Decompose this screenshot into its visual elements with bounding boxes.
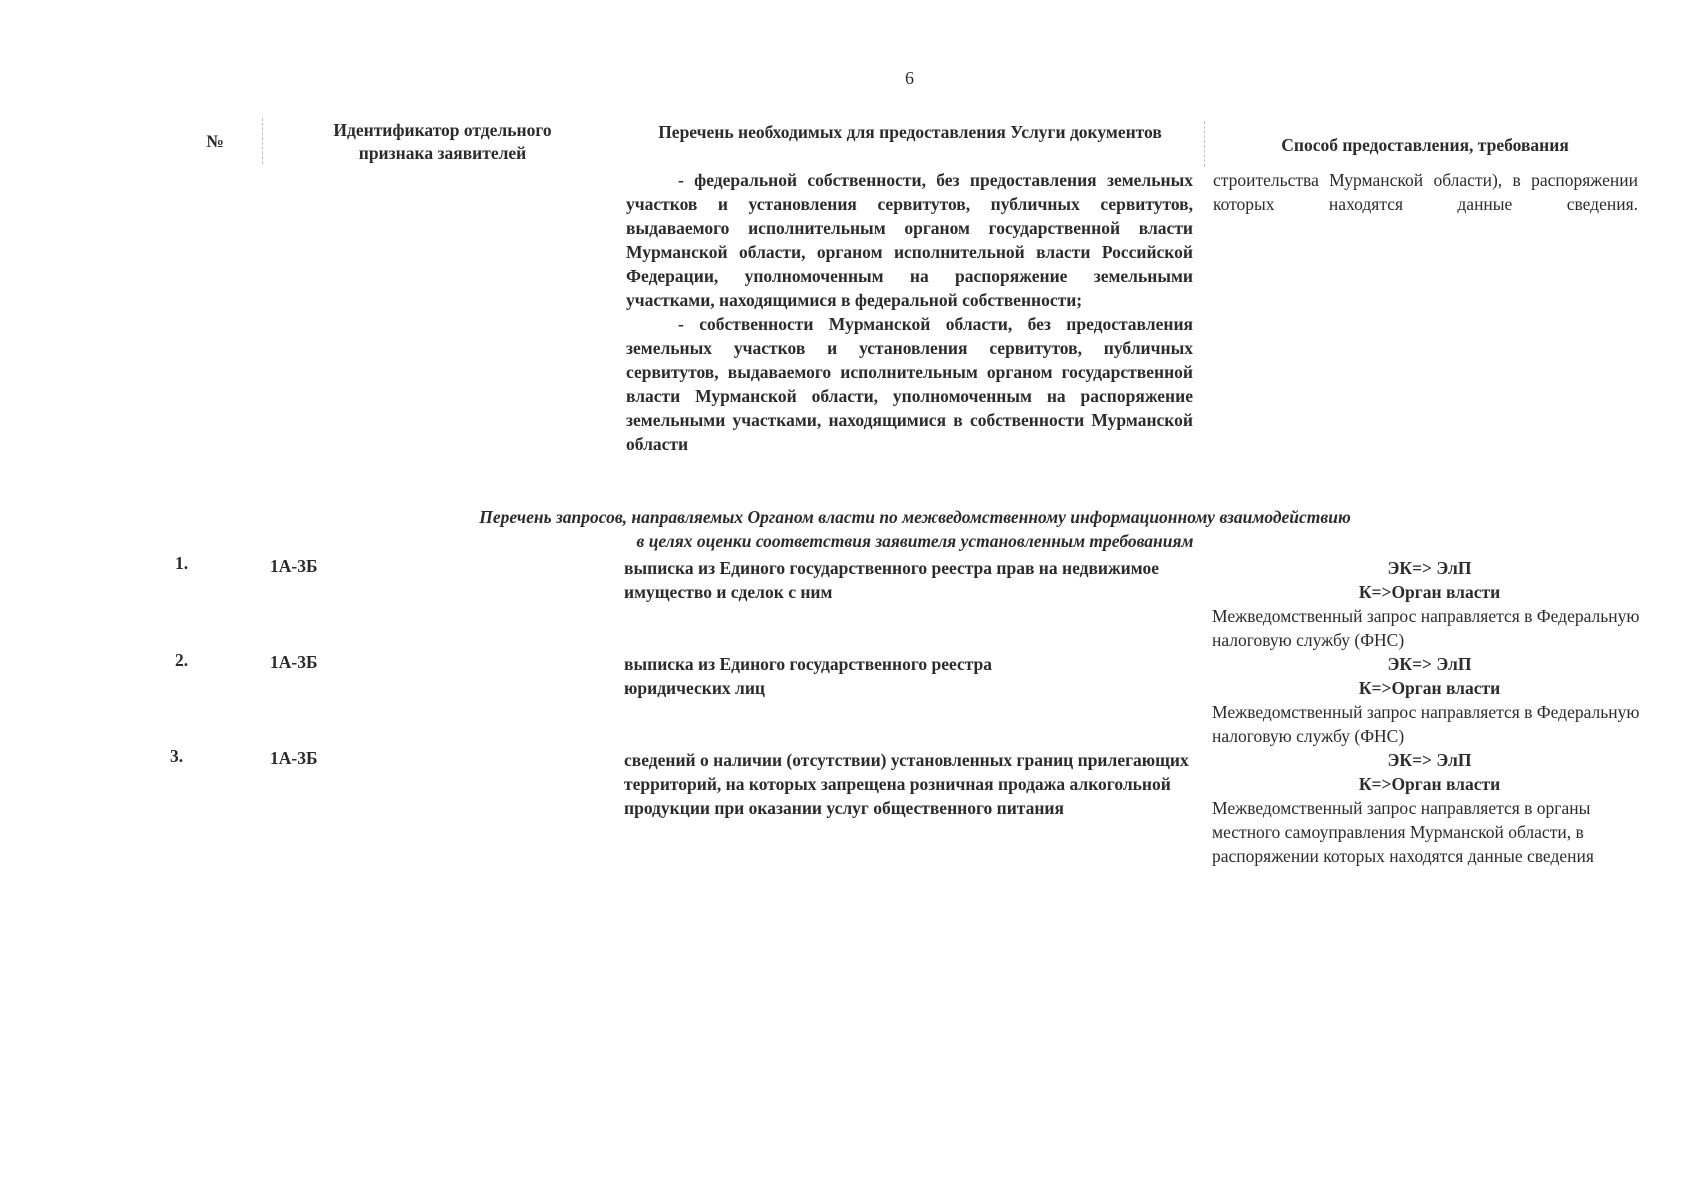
row-2-method xyxy=(1212,652,1647,748)
documents-paragraph-2: - собственности Мурманской области, без предоставления земельных участков и установления сервитутов, публичных сервитутов, выдаваемого исполнительным органом государственной власти Мурманской области, уполномоченным на распоряжение земельными участками, находящимися в собственности Мурманской области xyxy=(626,314,1193,454)
row-1-identifier: 1А-3Б xyxy=(270,556,318,576)
header-col-documents: Перечень необходимых для предоставления Услуги документов xyxy=(658,122,1162,142)
row-1-method-text: Межведомственный запрос направляется в Федеральную налоговую службу (ФНС) xyxy=(1212,606,1640,650)
row-3-method-text: Межведомственный запрос направляется в органы местного самоуправления Мурманской области, в распоряжении которых находятся данные сведения xyxy=(1212,798,1594,866)
row-3-method-line-1: ЭК=> ЭлП xyxy=(1387,750,1472,770)
method-continuation: строительства Мурманской области), в распоряжении которых находятся данные сведения. xyxy=(1213,170,1638,214)
row-3-method xyxy=(1212,748,1647,868)
header-col-identifier: Идентификатор отдельного признака заявителей xyxy=(333,120,552,163)
header-divider-2 xyxy=(1204,121,1205,167)
row-1-number: 1. xyxy=(175,553,189,573)
section-title-line-2: в целях оценки соответствия заявителя установленным требованиям xyxy=(636,531,1194,551)
row-2-identifier: 1А-3Б xyxy=(270,652,318,672)
row-3-method-line-2: К=>Орган власти xyxy=(1358,774,1501,794)
row-1-document: выписка из Единого государственного реестра прав на недвижимое имущество и сделок с ним xyxy=(624,558,1159,602)
row-2-method-text: Межведомственный запрос направляется в Федеральную налоговую службу (ФНС) xyxy=(1212,702,1640,746)
section-title-line-1: Перечень запросов, направляемых Органом власти по межведомственному информационному взаимодействию xyxy=(479,507,1351,527)
row-3-number: 3. xyxy=(170,746,184,766)
documents-continuation xyxy=(626,168,1193,456)
header-col-method: Способ предоставления, требования xyxy=(1281,135,1569,155)
row-1-method-line-1: ЭК=> ЭлП xyxy=(1387,558,1472,578)
row-1-method-line-2: К=>Орган власти xyxy=(1358,582,1501,602)
row-2-method-line-2: К=>Орган власти xyxy=(1358,678,1501,698)
row-1-method xyxy=(1212,556,1647,652)
row-3-document: сведений о наличии (отсутствии) установленных границ прилегающих территорий, на которых запрещена розничная продажа алкогольной продукции при оказании услуг общественного питания xyxy=(624,750,1189,818)
row-2-number: 2. xyxy=(175,650,189,670)
row-2-document: выписка из Единого государственного реестра юридических лиц xyxy=(624,654,993,698)
header-divider-1 xyxy=(262,118,263,164)
page-number: 6 xyxy=(905,68,914,88)
documents-paragraph-1: - федеральной собственности, без предоставления земельных участков и установления сервитутов, публичных сервитутов, выдаваемого исполнительным органом государственной власти Мурманской области, органом исполнительной власти Российской Федерации, уполномоченным на распоряжение земельными участками, находящимися в федеральной собственности; xyxy=(626,170,1193,310)
row-3-identifier: 1А-3Б xyxy=(270,748,318,768)
section-title xyxy=(300,505,1530,553)
header-col-no: № xyxy=(206,131,224,151)
row-2-method-line-1: ЭК=> ЭлП xyxy=(1387,654,1472,674)
